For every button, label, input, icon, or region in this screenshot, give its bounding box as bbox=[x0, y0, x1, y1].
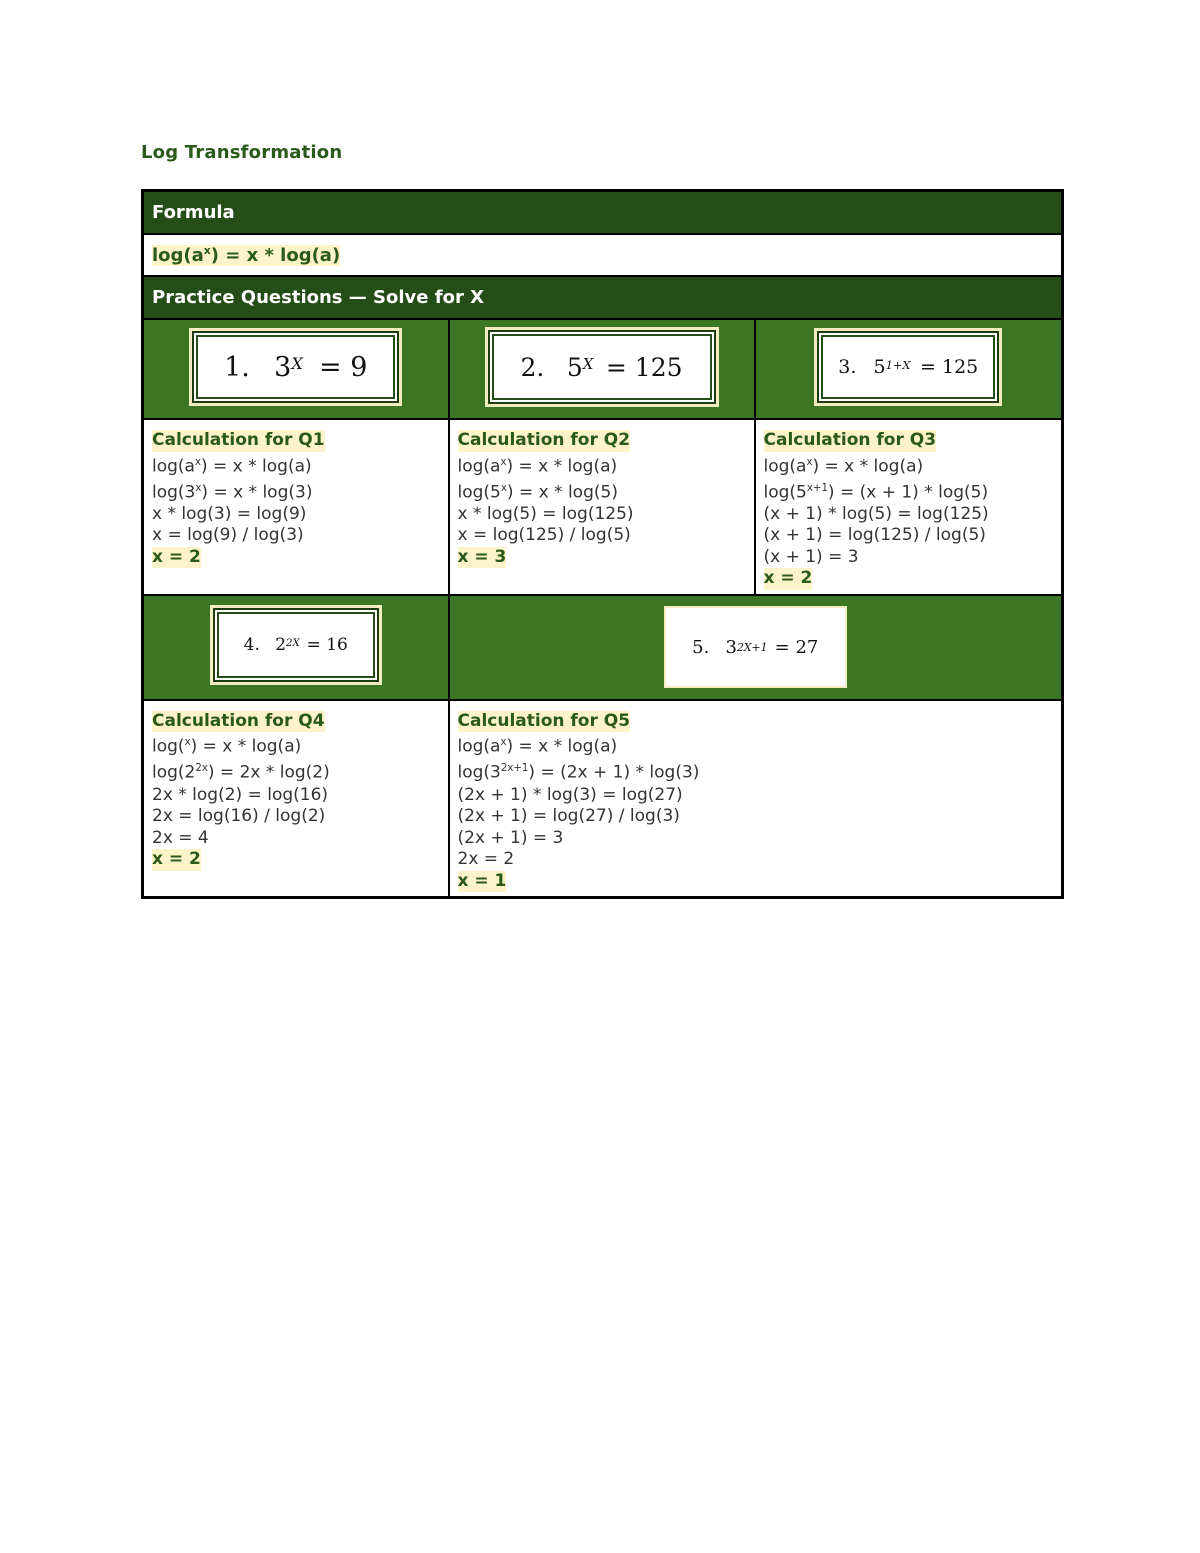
calc-label-2: Calculation for Q2 bbox=[457, 430, 631, 450]
question-cell-2 bbox=[449, 319, 755, 419]
calc-line: (2x + 1) = 3 bbox=[457, 827, 564, 848]
calc-line: (x + 1) = 3 bbox=[763, 546, 859, 567]
calc-line: $\log(a^x) = x * \log(a)$ bbox=[457, 736, 618, 757]
calc-cell-1 bbox=[143, 419, 449, 595]
calc-cell-4 bbox=[143, 700, 449, 898]
calc-line: log($^x$) = x * log(a) bbox=[152, 736, 302, 757]
page-title: Log Transformation bbox=[141, 142, 343, 163]
calc-line: (2x + 1) * log(3) = log(27) bbox=[457, 784, 683, 805]
calc-line: 2x * log(2) = log(16) bbox=[152, 784, 329, 805]
formula-row bbox=[143, 234, 1063, 276]
question-1-equation: 1. 3 $^X$ = 9 bbox=[189, 328, 402, 406]
calc-label-3: Calculation for Q3 bbox=[763, 430, 937, 450]
log-table bbox=[141, 189, 1064, 899]
calc-line: $\log(5^x) = x * \log(5)$ bbox=[457, 482, 618, 503]
question-2-equation: 2. 5 $^X$ = 125 bbox=[485, 327, 719, 407]
calc-cell-5 bbox=[449, 700, 1063, 898]
calc-line: $\log(5^{x+1}) = (x + 1) * \log(5)$ bbox=[763, 482, 989, 503]
answer-2: x = 3 bbox=[457, 546, 507, 567]
question-3-equation: 3. 5 $^{1+X}$ = 125 bbox=[814, 328, 1002, 406]
answer-1: x = 2 bbox=[152, 546, 201, 567]
calc-line: 2x = 2 bbox=[457, 849, 515, 870]
calc-cell-2 bbox=[449, 419, 755, 595]
calc-label-1: Calculation for Q1 bbox=[152, 430, 325, 450]
calc-label-4: Calculation for Q4 bbox=[152, 710, 325, 731]
calc-line: 2x = 4 bbox=[152, 827, 209, 848]
practice-header: Practice Questions — Solve for X bbox=[143, 276, 1063, 319]
calc-line: $\log(3^x) = x * \log(3)$ bbox=[152, 482, 313, 503]
answer-5: x = 1 bbox=[457, 870, 507, 891]
calc-line: x * log(3) = log(9) bbox=[152, 503, 307, 524]
question-cell-5 bbox=[449, 595, 1063, 700]
calc-line: $\log(a^x) = x * \log(a)$ bbox=[457, 456, 618, 477]
answer-4: x = 2 bbox=[152, 849, 201, 870]
calc-line: $\log(3^{2x+1}) = (2x + 1) * \log(3)$ bbox=[457, 763, 700, 784]
calc-line: (x + 1) = log(125) / log(5) bbox=[763, 525, 986, 546]
calc-line: x * log(5) = log(125) bbox=[457, 503, 634, 524]
formula-text: $\log(a^x) = x * \log(a)$ bbox=[152, 244, 341, 266]
calc-line: $\log(2^{2x}) = 2x * \log(2)$ bbox=[152, 763, 330, 784]
question-cell-1 bbox=[143, 319, 449, 419]
question-cell-3 bbox=[755, 319, 1063, 419]
calc-line: $\log(a^x) = x * \log(a)$ bbox=[152, 456, 312, 477]
answer-3: x = 2 bbox=[763, 568, 813, 589]
formula-header: Formula bbox=[143, 191, 1063, 235]
calc-line: 2x = log(16) / log(2) bbox=[152, 806, 326, 827]
calc-cell-3 bbox=[755, 419, 1063, 595]
question-5-equation: 5. 3 2X+1 = 27 bbox=[664, 606, 847, 688]
calc-line: (2x + 1) = log(27) / log(3) bbox=[457, 806, 680, 827]
calc-line: x = log(9) / log(3) bbox=[152, 525, 304, 546]
calc-line: $\log(a^x) = x * \log(a)$ bbox=[763, 456, 924, 477]
question-4-equation: 4. 2 $^{2X}$ = 16 bbox=[210, 605, 382, 685]
question-cell-4 bbox=[143, 595, 449, 700]
calc-line: (x + 1) * log(5) = log(125) bbox=[763, 503, 989, 524]
calc-label-5: Calculation for Q5 bbox=[457, 710, 631, 731]
calc-line: x = log(125) / log(5) bbox=[457, 525, 631, 546]
